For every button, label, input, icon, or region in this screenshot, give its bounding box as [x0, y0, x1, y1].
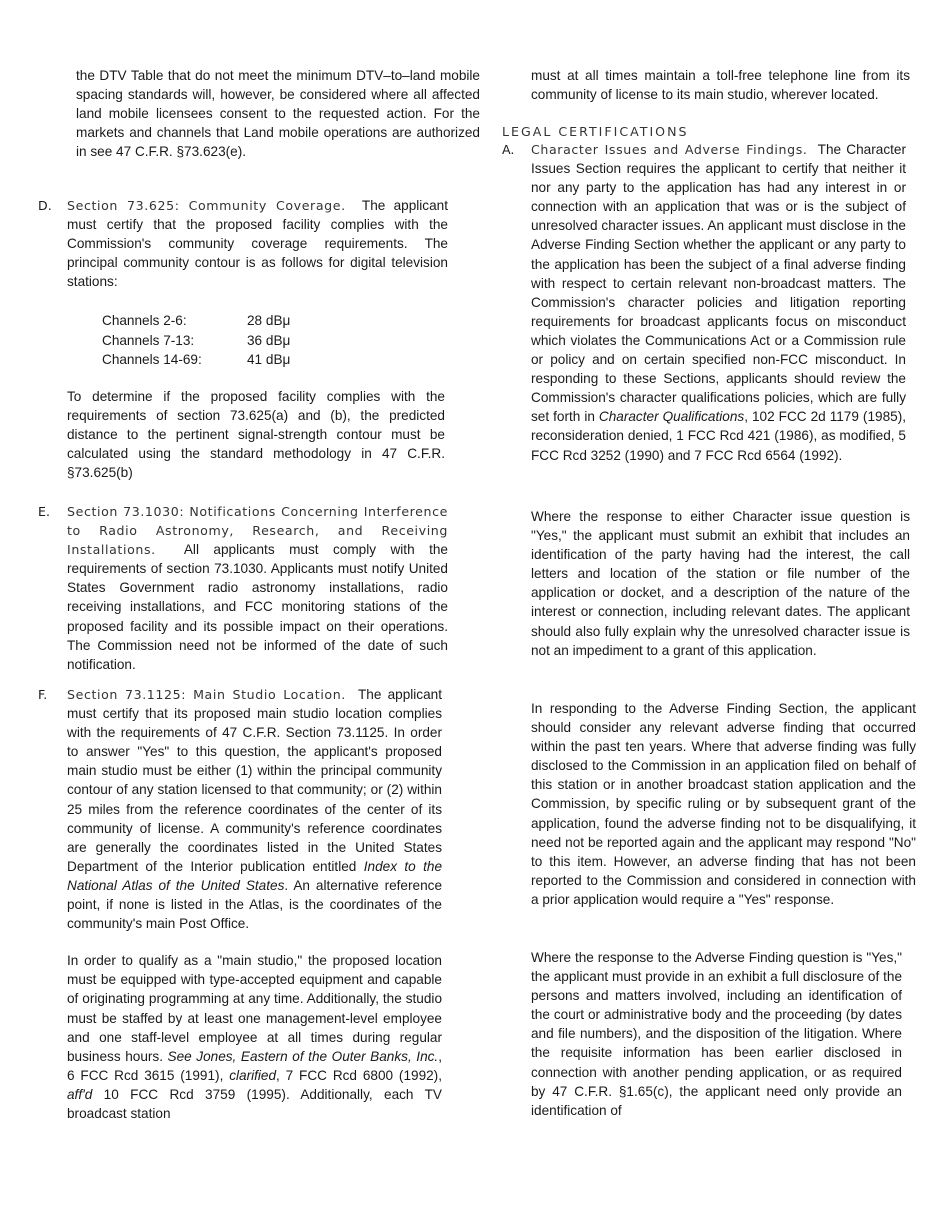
section-d-heading: Section 73.625: Community Coverage.: [67, 198, 346, 213]
section-d: [38, 196, 448, 482]
section-f-heading: Section 73.1125: Main Studio Location.: [67, 687, 346, 702]
channel-table: [102, 311, 290, 368]
section-a-text-2: , 102 FCC 2d 1179 (1985), reconsideration denied, 1 FCC Rcd 421 (1986), as modified, 5 FCC Rcd 3252 (1990) and 7 FCC Rcd 6564 (1992).: [531, 409, 906, 463]
section-f-p2-text-1: In order to qualify as a "main studio," the proposed location must be equipped with type-accepted equipment and capable of originating programming at any time. Additionally, the studio must be staffed by at least one management-level employee and one staff-level employee at all times during regular business hours.: [67, 953, 442, 1064]
section-f-p2-text-3: , 7 FCC Rcd 6800 (1992),: [276, 1067, 442, 1083]
section-f-label: F.: [38, 687, 48, 702]
channel-name: Channels 14-69:: [102, 351, 202, 367]
section-f: [38, 685, 442, 1123]
section-f-text-2: . An alternative reference point, if none is listed in the Atlas, is the coordinates of the community's main Post Office.: [67, 877, 442, 932]
section-f-publication-title: Index to the National Atlas of the United States: [67, 858, 442, 893]
section-a-label: A.: [502, 142, 515, 157]
section-f-p2-text-4: 10 FCC Rcd 3759 (1995). Additionally, each TV broadcast station: [67, 1086, 442, 1121]
section-a-text-1: The Character Issues Section requires the applicant to certify that neither it nor any party to the application has had any interest in or connection with an application that was or is the subject of unresolved character issues. An applicant must disclose in the Adverse Finding Section whether the applicant or any party to the application has been the subject of a final adverse finding with respect to certain relevant non-broadcast matters. The Commission's character policies and litigation reporting requirements for broadcast applicants focus on misconduct which violates the Communications Act or a Commission rule or policy and on certain specified non-FCC misconduct. In responding to these Sections, applicants should review the Commission's character qualifications policies, which are fully set forth in: [531, 142, 906, 425]
channel-row: [102, 311, 290, 330]
section-a-paragraph-2: Where the response to either Character issue question is "Yes," the applicant must submit an exhibit that includes an identification of the party having had the interest, the call letters and location of the station or file number of the application or docket, and a description of the nature of the interest or connection, including relevant dates. The applicant should also fully explain why the unresolved character issue is not an impediment to a grant of this application.: [531, 509, 910, 658]
section-a: [502, 140, 906, 465]
section-f-citation-3: aff'd: [67, 1086, 93, 1102]
channel-row: [102, 350, 290, 369]
section-f-p2-text-2: , 6 FCC Rcd 3615 (1991),: [67, 1048, 442, 1083]
section-e: [38, 502, 448, 674]
section-f-citation-1: See Jones, Eastern of the Outer Banks, Inc.: [167, 1048, 439, 1064]
section-d-paragraph-2: To determine if the proposed facility complies with the requirements of section 73.625(a) and (b), the predicted distance to the pertinent signal-strength contour must be calculated using the standard methodology in 47 C.F.R. §73.625(b): [67, 388, 445, 481]
section-e-paragraph: [67, 502, 448, 674]
section-f-paragraph: [67, 685, 442, 933]
section-f-paragraph-2: [67, 951, 442, 1123]
section-a-paragraph: [531, 140, 906, 465]
section-f-text-1: The applicant must certify that its proposed main studio location complies with the requirements of 47 C.F.R. Section 73.1125. In order to answer "Yes" to this question, the applicant's proposed main studio must be either (1) within the principal community contour of any station licensed to that community; or (2) within 25 miles from the reference coordinates of the center of its community of license. A community's reference coordinates are generally the coordinates listed in the United States Department of the Interior publication entitled: [67, 687, 442, 874]
section-a-publication-title: Character Qualifications: [598, 409, 745, 425]
continuation-paragraph: must at all times maintain a toll-free telephone line from its community of license to its main studio, wherever located.: [531, 68, 910, 103]
section-a-paragraph-3: In responding to the Adverse Finding Section, the applicant should consider any relevant adverse finding that occurred within the past ten years. Where that adverse finding was fully disclosed to the Commission in an application filed on behalf of this station or in another broadcast station application and the Commission, by specific ruling or by subsequent grant of the application, found the adverse finding not to be disqualifying, it need not be reported again and the applicant may respond "No" to this item. However, an adverse finding that has not been reported to the Commission and considered in connection with a prior application would require a "Yes" response.: [531, 701, 916, 907]
section-a-paragraph-4: Where the response to the Adverse Finding question is "Yes," the applicant must provide in an exhibit a full disclosure of the persons and matters involved, including an identification of the court or administrative body and the proceeding (by dates and file numbers), and the disposition of the litigation. Where the requisite information has been earlier disclosed in connection with another pending application, or as required by 47 C.F.R. §1.65(c), the applicant need only provide an identification of: [531, 950, 902, 1118]
section-e-heading: Section 73.1030: Notifications Concerning Interference to Radio Astronomy, Research, and Receiving Installations.: [67, 504, 448, 558]
channel-value: 36 dBμ: [247, 332, 291, 348]
channel-value: 41 dBμ: [247, 351, 291, 367]
section-a-heading: Character Issues and Adverse Findings.: [531, 142, 808, 157]
channel-name: Channels 7-13:: [102, 332, 195, 348]
section-f-citation-2: clarified: [229, 1067, 277, 1083]
channel-name: Channels 2-6:: [102, 313, 187, 329]
section-d-paragraph: [67, 196, 448, 291]
channel-row: [102, 331, 290, 350]
channel-value: 28 dBμ: [247, 313, 291, 329]
section-d-text: The applicant must certify that the proposed facility complies with the Commission's community coverage requirements. The principal community contour is as follows for digital television stations:: [67, 198, 448, 290]
legal-certifications-heading: LEGAL CERTIFICATIONS: [502, 124, 689, 139]
section-e-text: All applicants must comply with the requirements of section 73.1030. Applicants must notify United States Government radio astronomy installations, radio receiving installations, and FCC monitoring stations of the proposed facility and its possible impact on their operations. The Commission need not be informed of the date of such notification.: [67, 542, 448, 672]
section-e-label: E.: [38, 504, 50, 519]
intro-paragraph: the DTV Table that do not meet the minimum DTV–to–land mobile spacing standards will, however, be considered where all affected land mobile licensees consent to the requested action. For the markets and channels that Land mobile operations are authorized in see 47 C.F.R. §73.623(e).: [76, 68, 480, 160]
section-d-label: D.: [38, 198, 52, 213]
